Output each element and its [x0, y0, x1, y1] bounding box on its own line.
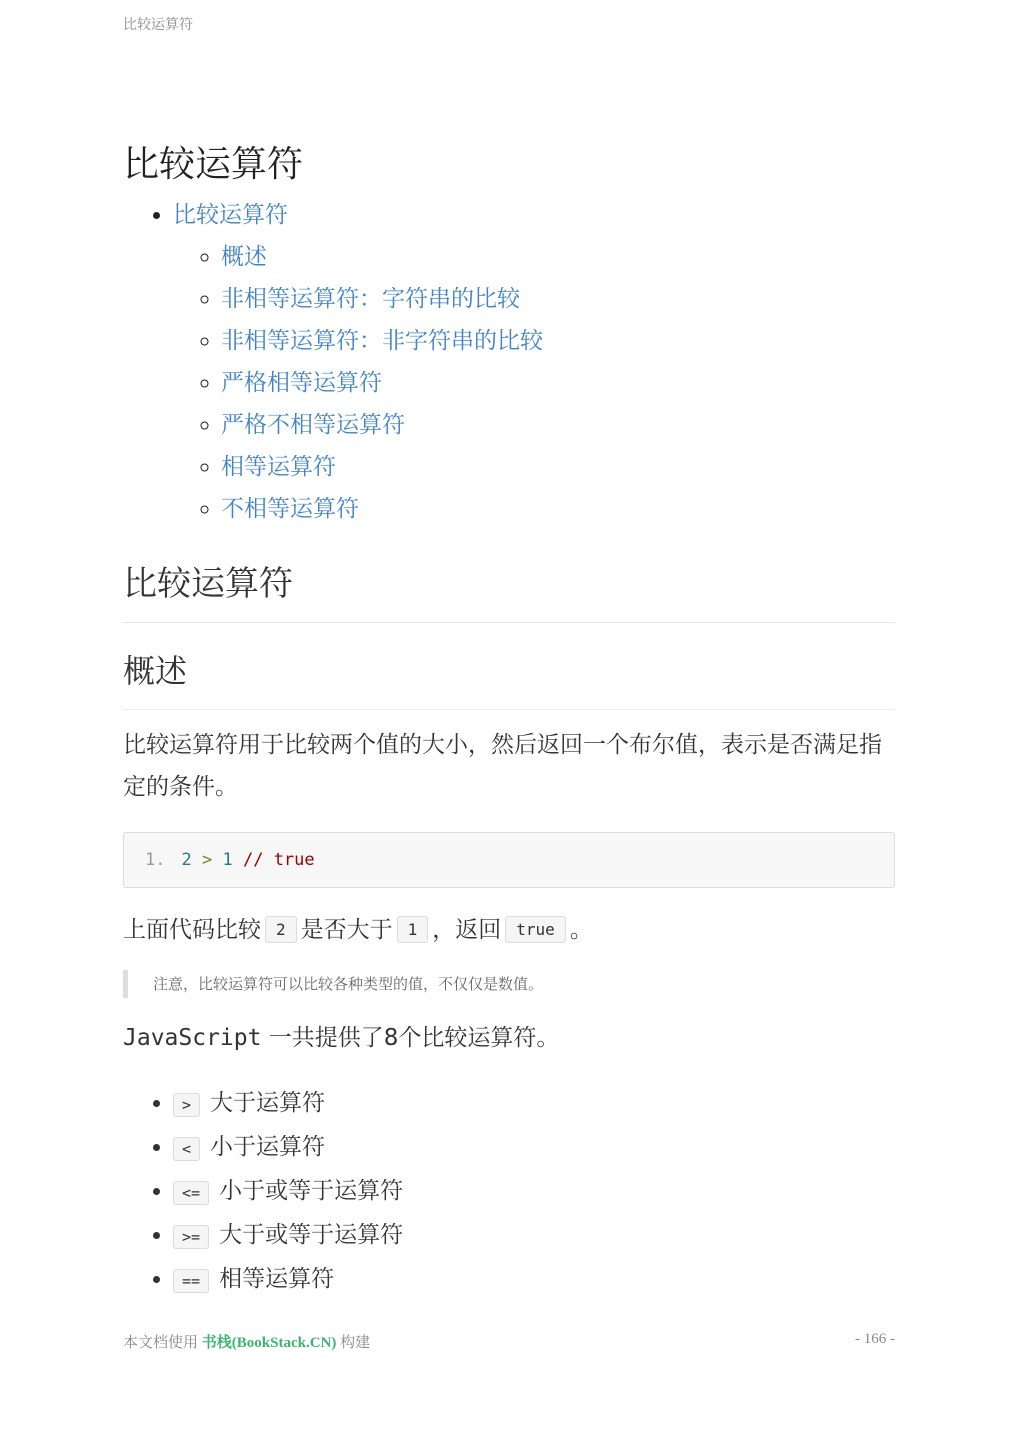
operator-code: < [173, 1137, 200, 1161]
table-of-contents [123, 194, 895, 530]
toc-subitem [221, 362, 895, 404]
list-item [173, 1082, 895, 1126]
intro-paragraph: 比较运算符用于比较两个值的大小，然后返回一个布尔值，表示是否满足指定的条件。 [123, 732, 882, 800]
section-heading: 比较运算符 [123, 556, 895, 623]
toc-link-string-compare[interactable]: 非相等运算符：字符串的比较 [221, 286, 520, 312]
footer-credit [123, 1331, 370, 1352]
toc-link-strict-not-equal[interactable]: 严格不相等运算符 [221, 412, 405, 438]
operator-code: >= [173, 1225, 209, 1249]
toc-subitem [221, 404, 895, 446]
text-span: 一共提供了8个比较运算符。 [261, 1025, 560, 1051]
operator-desc: 小于或等于运算符 [219, 1178, 404, 1204]
toc-subitem [221, 320, 895, 362]
code-number: 1 [222, 850, 233, 870]
page-title: 比较运算符 [123, 144, 304, 185]
toc-link-non-string-compare[interactable]: 非相等运算符：非字符串的比较 [221, 328, 543, 354]
text-span: 上面代码比较 [123, 917, 261, 943]
inline-code: 2 [265, 916, 297, 943]
inline-code: true [505, 916, 566, 943]
operator-code: > [173, 1093, 200, 1117]
toc-link-top[interactable]: 比较运算符 [173, 202, 288, 228]
language-name: JavaScript [123, 1025, 262, 1051]
toc-subitem [221, 488, 895, 530]
text-span: ，返回 [432, 917, 502, 943]
operator-desc: 相等运算符 [219, 1266, 335, 1292]
operator-list [123, 1082, 895, 1302]
operator-code: == [173, 1269, 209, 1293]
explanation-paragraph [123, 910, 895, 950]
toc-link-strict-equal[interactable]: 严格相等运算符 [221, 370, 382, 396]
footer-prefix: 本文档使用 [123, 1335, 202, 1351]
toc-link-equal[interactable]: 相等运算符 [221, 454, 336, 480]
text-span: 。 [569, 917, 593, 943]
document-body [123, 140, 895, 1302]
page-footer [123, 1331, 895, 1352]
footer-brand-link[interactable]: 书栈(BookStack.CN) [201, 1335, 337, 1351]
subsection-heading: 概述 [123, 643, 895, 710]
toc-item [173, 194, 895, 530]
list-item [173, 1214, 895, 1258]
list-item [173, 1126, 895, 1170]
operator-desc: 小于运算符 [210, 1134, 326, 1160]
operator-count-paragraph [123, 1018, 895, 1058]
operator-desc: 大于或等于运算符 [219, 1222, 404, 1248]
toc-subitem [221, 278, 895, 320]
line-number: 1. [145, 850, 166, 870]
page-number: - 166 - [855, 1331, 895, 1347]
inline-code: 1 [397, 916, 429, 943]
toc-subitem [221, 446, 895, 488]
code-comment: // true [242, 850, 315, 870]
running-header: 比较运算符 [123, 17, 193, 33]
toc-subitem [221, 236, 895, 278]
code-operator: > [201, 850, 213, 870]
list-item [173, 1258, 895, 1302]
footer-suffix: 构建 [336, 1335, 371, 1351]
toc-sublist [173, 236, 895, 530]
text-span: 是否大于 [300, 917, 393, 943]
operator-code: <= [173, 1181, 209, 1205]
list-item [173, 1170, 895, 1214]
code-number: 2 [181, 850, 192, 870]
toc-link-overview[interactable]: 概述 [221, 244, 267, 270]
code-block [123, 832, 895, 888]
toc-link-not-equal[interactable]: 不相等运算符 [221, 496, 359, 522]
operator-desc: 大于运算符 [210, 1090, 326, 1116]
note-blockquote: 注意，比较运算符可以比较各种类型的值，不仅仅是数值。 [123, 970, 895, 998]
